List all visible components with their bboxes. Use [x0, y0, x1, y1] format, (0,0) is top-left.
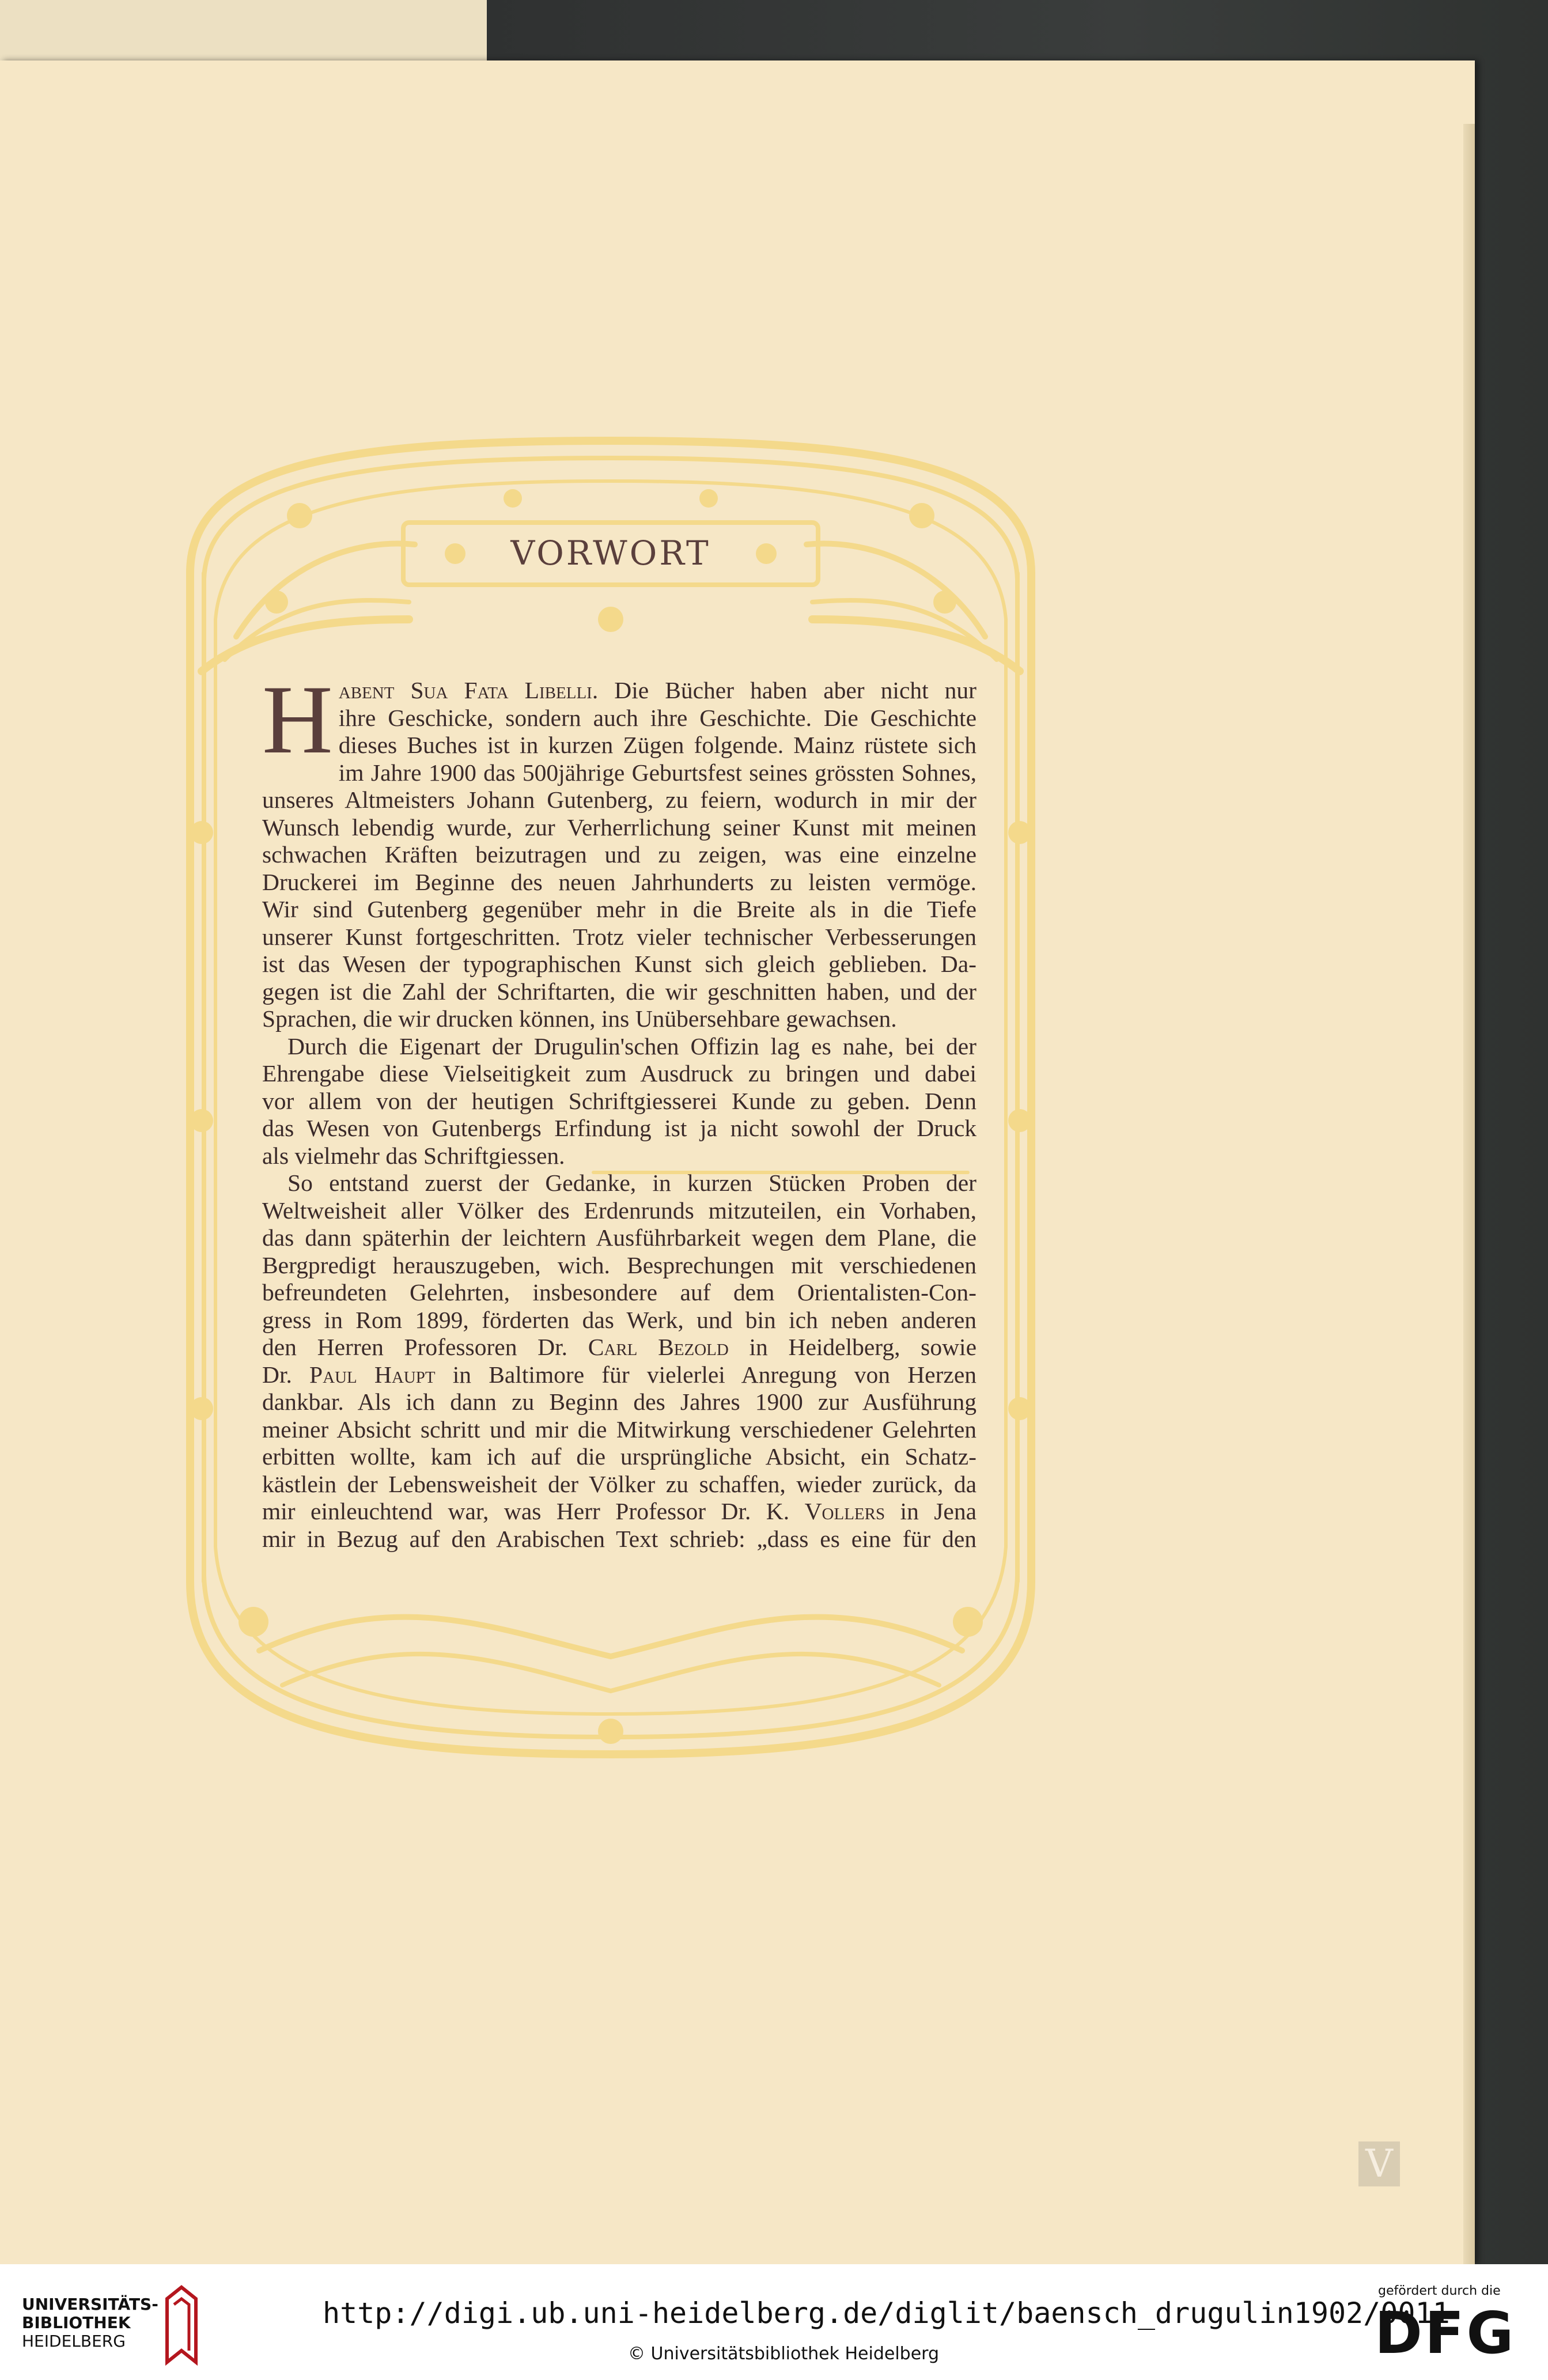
text-line: gegen ist die Zahl der Schriftarten, die wir geschnitten haben, und der	[262, 978, 977, 1005]
text-line: Wunsch lebendig wurde, zur Verherrlichung seiner Kunst mit meinen	[262, 813, 977, 841]
source-url[interactable]: http://digi.ub.uni-heidelberg.de/diglit/baensch_drugulin1902/0011	[323, 2296, 1450, 2330]
text-line: Sprachen, die wir drucken können, ins Unübersehbare gewachsen.	[262, 1005, 897, 1032]
name-small-caps: Carl Bezold	[588, 1334, 729, 1360]
text-line: Druckerei im Beginne des neuen Jahrhunderts zu leisten vermöge.	[262, 868, 977, 895]
text-line: mir in Bezug auf den Arabischen Text schrieb: „dass es eine für den	[262, 1525, 977, 1552]
name-small-caps: Vollers	[804, 1498, 885, 1524]
text-line: So entstand zuerst der Gedanke, in kurzen Stücken Proben der	[287, 1170, 977, 1196]
page-title: VORWORT	[510, 533, 711, 573]
book-page	[0, 60, 1475, 2264]
text-line: unseres Altmeisters Johann Gutenberg, zu feiern, wodurch in mir der	[262, 786, 977, 813]
text-line: Bergpredigt herauszugeben, wich. Besprechungen mit verschiedenen	[262, 1251, 977, 1278]
text-line: im Jahre 1900 das 500jährige Geburtsfest seines grössten Sohnes,	[338, 759, 977, 786]
text-line: den Herren Professoren Dr. Carl Bezold in Heidelberg, sowie	[262, 1334, 977, 1360]
digitization-footer	[0, 2264, 1548, 2380]
text-line: schwachen Kräften beizutragen und zu zeigen, was eine einzelne	[262, 841, 977, 868]
text-line: als vielmehr das Schriftgiessen.	[262, 1142, 565, 1169]
text-line: vor allem von der heutigen Schriftgiesserei Kunde zu geben. Denn	[262, 1087, 977, 1114]
name-small-caps: Paul Haupt	[309, 1361, 436, 1388]
page-edge	[1463, 124, 1475, 2322]
text-line: dankbar. Als ich dann zu Beginn des Jahres 1900 zur Ausführung	[262, 1388, 977, 1415]
text-line: befreundeten Gelehrten, insbesondere auf dem Orientalisten-Con-	[262, 1279, 977, 1306]
page-letter-marker: V	[1358, 2141, 1400, 2186]
library-logo-text: UNIVERSITÄTS- BIBLIOTHEK HEIDELBERG	[22, 2295, 158, 2351]
text-line: Ehrengabe diese Vielseitigkeit zum Ausdruck zu bringen und dabei	[262, 1060, 977, 1087]
copyright-notice: © Universitätsbibliothek Heidelberg	[628, 2344, 940, 2364]
text-line: ihre Geschicke, sondern auch ihre Geschichte. Die Geschichte	[338, 704, 977, 731]
text-line: mir einleuchtend war, was Herr Professor Dr. K. Vollers in Jena	[262, 1498, 977, 1524]
foreword-text	[262, 665, 977, 1553]
text-line: das Wesen von Gutenbergs Erfindung ist ja nicht sowohl der Druck	[262, 1115, 977, 1141]
dfg-logo: DFG	[1375, 2299, 1516, 2367]
funded-by-label: gefördert durch die	[1378, 2284, 1501, 2298]
text-line: abent Sua Fata Libelli. Die Bücher haben aber nicht nur	[338, 677, 977, 703]
text-line: ist das Wesen der typographischen Kunst sich gleich geblieben. Da-	[262, 951, 977, 977]
text-line: das dann späterhin der leichtern Ausführbarkeit wegen dem Plane, die	[262, 1224, 977, 1251]
title-box	[409, 527, 812, 579]
text-line: meiner Absicht schritt und mir die Mitwirkung verschiedener Gelehrten	[262, 1416, 977, 1443]
text-line: gress in Rom 1899, förderten das Werk, und bin ich neben anderen	[262, 1306, 977, 1333]
text-line: kästlein der Lebensweisheit der Völker zu schaffen, wieder zurück, da	[262, 1470, 977, 1497]
drop-cap: H	[262, 665, 333, 774]
text-line: Dr. Paul Haupt in Baltimore für vielerlei Anregung von Herzen	[262, 1361, 977, 1388]
text-line: dieses Buches ist in kurzen Zügen folgende. Mainz rüstete sich	[338, 732, 977, 758]
text-line: Wir sind Gutenberg gegenüber mehr in die Breite als in die Tiefe	[262, 896, 977, 922]
text-line: unserer Kunst fortgeschritten. Trotz vieler technischer Verbesserungen	[262, 923, 977, 950]
library-logo-icon	[161, 2281, 202, 2368]
text-line: Durch die Eigenart der Drugulin'schen Offizin lag es nahe, bei der	[287, 1032, 977, 1060]
opening-small-caps: abent Sua Fata Libelli.	[338, 677, 599, 703]
text-line: Weltweisheit aller Völker des Erdenrunds mitzuteilen, ein Vorhaben,	[262, 1197, 977, 1224]
text-line: erbitten wollte, kam ich auf die ursprüngliche Absicht, ein Schatz-	[262, 1443, 977, 1470]
